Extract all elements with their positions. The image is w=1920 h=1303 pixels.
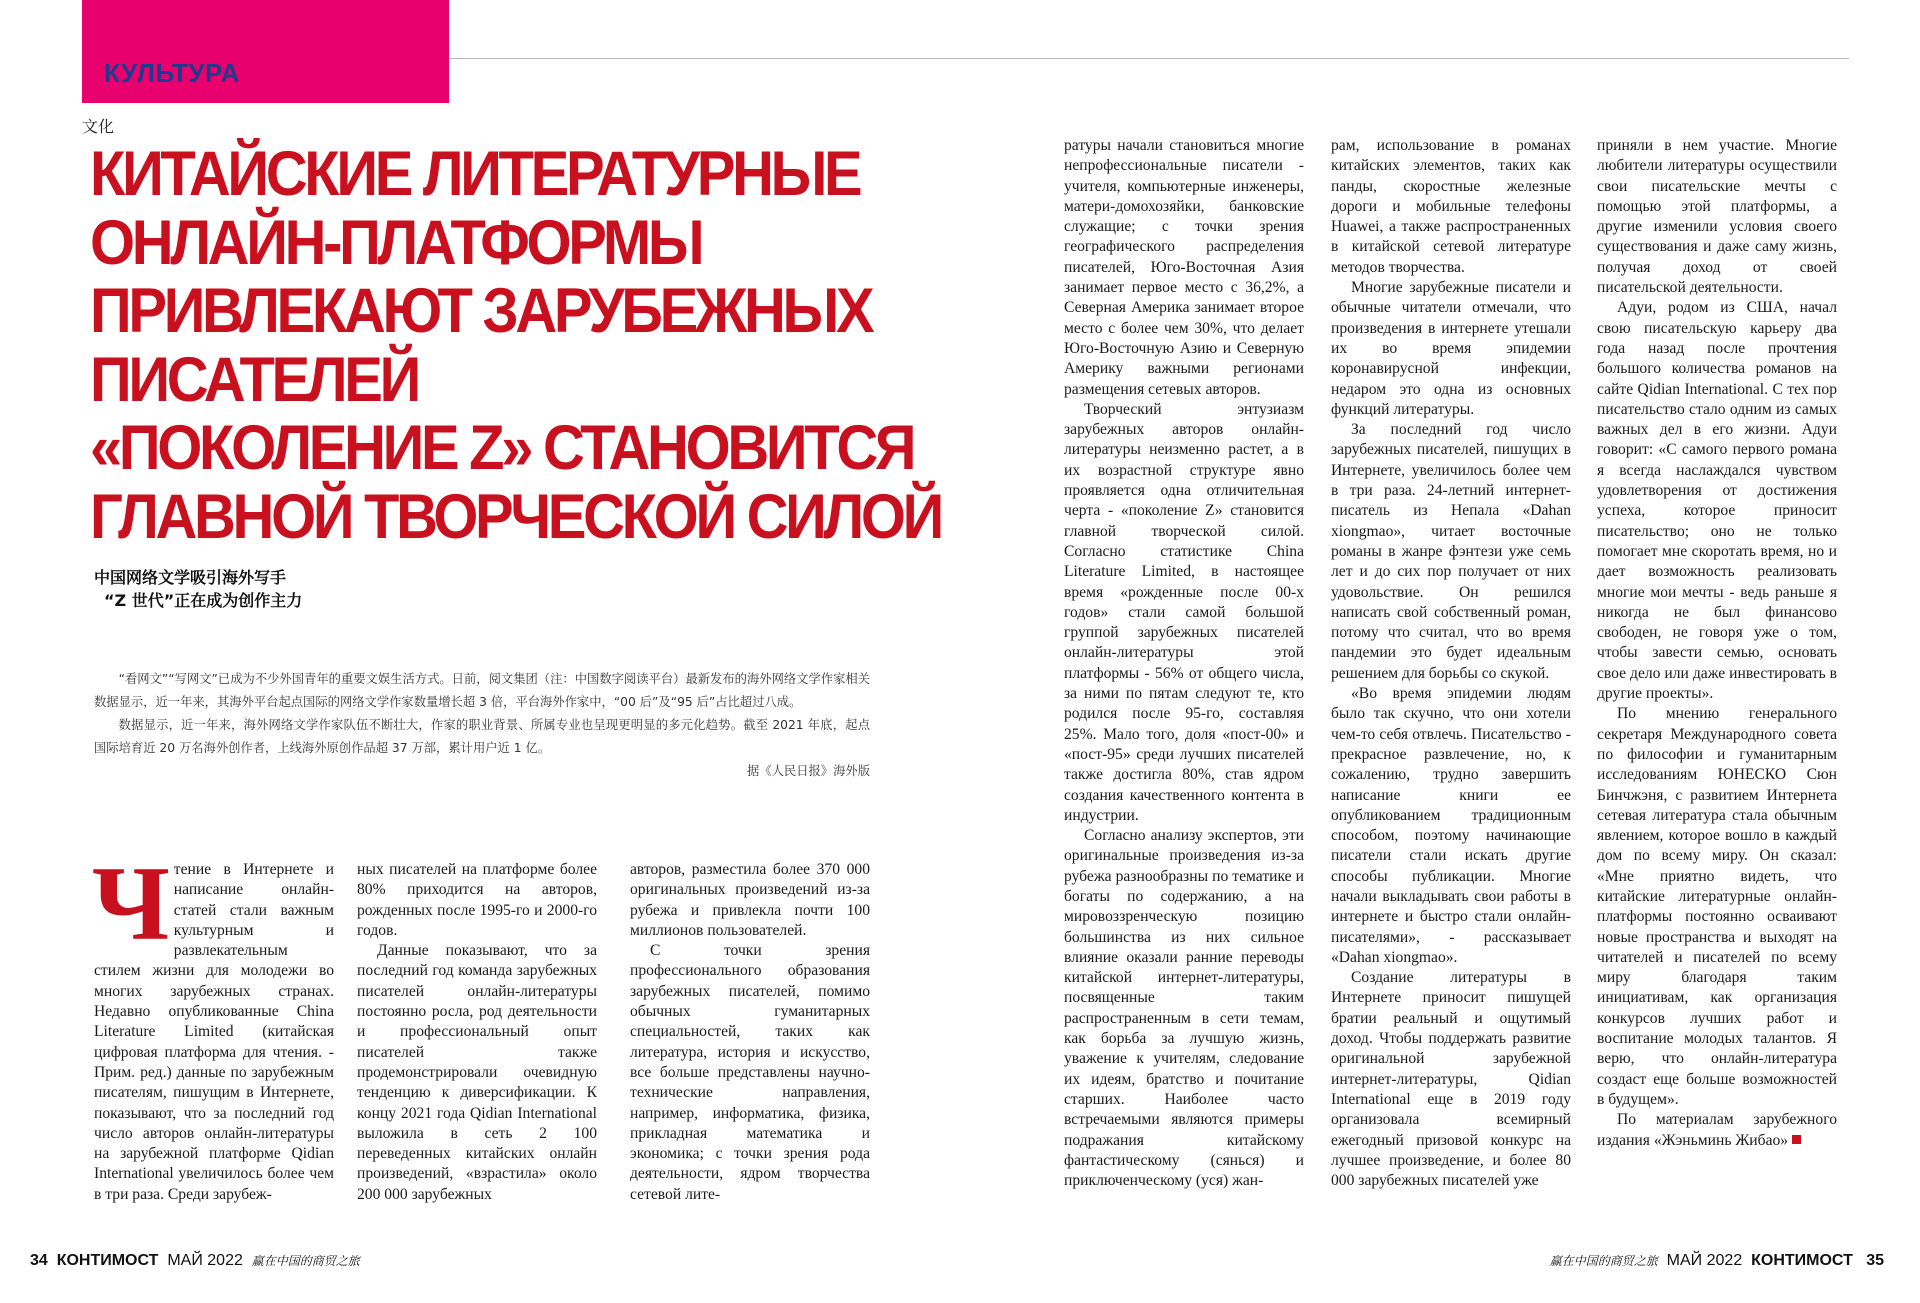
article-headline <box>90 139 941 552</box>
article-column-6 <box>1597 136 1837 1151</box>
issue-date: МАЙ 2022 <box>167 1252 243 1269</box>
article-paragraph: Адуи, родом из США, начал свою писательскую карьеру два года назад после прочтения большого количества романов на сайте Qidian International. С тех пор писательство стало одним из самых важных дел в его жизни. Адуи говорит: «С самого первого романа я всегда наслаждался чувством удовлетворения от достижения успеха, которое приносит писательство; оно не только помогает мне скоротать время, но и дает возможность реализовать многие мои мечты - ведь раньше я никогда не был финансово свободен, не говоря уже о том, чтобы завести семью, основать свое дело или даже инвестировать в другие проекты». <box>1597 299 1837 703</box>
article-column-2 <box>357 860 597 1205</box>
magazine-name: КОНТИМОСТ <box>56 1252 159 1269</box>
dropcap: Ч <box>92 845 170 962</box>
article-attribution: По материалам зарубежного издания «Жэньминь Жибао» <box>1597 1111 1837 1149</box>
page-number: 34 <box>30 1252 48 1269</box>
header-rule <box>449 58 1849 59</box>
magazine-tagline: 赢在中国的商贸之旅 <box>251 1254 360 1268</box>
subheadline-cn-line2: “Z 世代”正在成为创作主力 <box>104 591 303 610</box>
intro-cn-source: 据《人民日报》海外版 <box>747 764 870 778</box>
section-banner <box>82 0 449 103</box>
headline-line: ОНЛАЙН-ПЛАТФОРМЫ <box>90 207 702 278</box>
article-column-1 <box>92 845 334 1205</box>
subheadline-cn-line1: 中国网络文学吸引海外写手 <box>94 568 287 587</box>
page-number: 35 <box>1866 1252 1884 1269</box>
article-column-3 <box>630 860 870 1205</box>
article-paragraph: С точки зрения профессионального образования зарубежных писателей, помимо обычных гуманитарных специальностей, таких как литература, история и искусство, все больше представлены научно-технические направления, например, информатика, физика, прикладная математика и экономика; с точки зрения рода деятельности, ядром творчества сетевой лите- <box>630 942 870 1203</box>
article-paragraph: Согласно анализу экспертов, эти оригинальные произведения из-за рубежа разнообразны по тематике и богаты по содержанию, а на мировоззренческую позицию большинства из них сильное влияние оказали ранние переводы китайской интернет-литературы, посвященные таким распространенным в сети темам, как борьба за лучшую жизнь, уважение к учителям, следование их идеям, братство и почитание старших. Наиболее часто встречаемыми являются примеры подражания китайскому фантастическому (сянься) и приключенческому (уся) жан- <box>1064 827 1304 1190</box>
article-paragraph: Многие зарубежные писатели и обычные читатели отмечали, что произведения в интернете утешали их во время эпидемии коронавирусной инфекции, недаром это одна из основных функций литературы. <box>1331 279 1571 418</box>
headline-line: ПРИВЛЕКАЮТ ЗАРУБЕЖНЫХ <box>90 276 872 346</box>
subheadline-cn <box>94 566 302 612</box>
magazine-tagline: 赢在中国的商贸之旅 <box>1549 1254 1658 1268</box>
footer-right <box>1550 1252 1884 1270</box>
intro-cn-paragraph: “看网文”“写网文”已成为不少外国青年的重要文娱生活方式。日前，阅文集团（注：中国数字阅读平台）最新发布的海外网络文学作家相关数据显示，近一年来，其海外平台起点国际的网络文学作家数量增长超 3 倍，平台海外作家中，“00 后”及“95 后”占比超过八成。 <box>94 672 870 709</box>
article-paragraph: приняли в нем участие. Многие любители литературы осуществили свои писательские мечты с помощью этой платформы, а другие изменили условия своего существования и даже саму жизнь, получая доход от своей писательской деятельности. <box>1597 137 1837 297</box>
article-paragraph: рам, использование в романах китайских элементов, таких как панды, скоростные железные дороги и мобильные телефоны Huawei, а также распространенных в китайской сетевой литературе методов творчества. <box>1331 137 1571 276</box>
intro-cn-paragraph: 数据显示，近一年来，海外网络文学作家队伍不断壮大，作家的职业背景、所属专业也呈现更明显的多元化趋势。截至 2021 年底，起点国际培育近 20 万名海外创作者，上线海外原创作品超 37 万部，累计用户近 1 亿。 <box>94 718 870 755</box>
article-paragraph: ных писателей на платформе более 80% приходится на авторов, рожденных после 1995-го и 2000-го годов. <box>357 861 597 939</box>
article-paragraph: За последний год число зарубежных писателей, пишущих в Интернете, увеличилось более чем в три раза. 24-летний интернет-писатель из Непала «Dahan xiongmao», читает восточные романы в жанре фэнтези уже семь лет и до сих пор получает от них удовольствие. Он решился написать свой собственный роман, потому что считал, что во время пандемии это будет идеальным решением для борьбы со скукой. <box>1331 421 1571 682</box>
article-column-5 <box>1331 136 1571 1191</box>
article-paragraph: Данные показывают, что за последний год команда зарубежных писателей онлайн-литературы постоянно росла, род деятельности и профессиональный опыт писателей также продемонстрировали очевидную тенденцию к диверсификации. К концу 2021 года Qidian International выложила в сеть 2 100 переведенных китайских онлайн произведений, «взрастила» около 200 000 зарубежных <box>357 942 597 1203</box>
headline-line: «ПОКОЛЕНИЕ Z» СТАНОВИТСЯ <box>90 413 914 483</box>
headline-line: КИТАЙСКИЕ ЛИТЕРАТУРНЫЕ <box>90 139 860 209</box>
end-mark-icon <box>1792 1135 1801 1144</box>
article-paragraph: авторов, разместила более 370 000 оригинальных произведений из-за рубежа и привлекла почти 100 миллионов пользователей. <box>630 861 870 939</box>
article-paragraph: «Во время эпидемии людям было так скучно, что они хотели чем-то себя отвлечь. Писательство - прекрасное развлечение, но, к сожалению, трудно завершить написание книги ее опубликованием традиционным способом, поэтому начинающие писатели стали искать другие способы публикации. Многие начали выкладывать свои работы в интернете и быстро стали онлайн-писателями», - рассказывает «Dahan xiongmao». <box>1331 685 1571 966</box>
article-paragraph: Чтение в Интернете и написание онлайн-статей стали важным культурным и развлекательным стилем жизни для молодежи во многих зарубежных странах. Недавно опубликованные China Literature Limited (китайская цифровая платформа для чтения. - Прим. ред.) данные по зарубежным писателям, пишущим в Интернете, показывают, что за последний год число авторов онлайн-литературы на зарубежной платформе Qidian International увеличилось более чем в три раза. Среди зарубеж- <box>92 845 334 1203</box>
article-paragraph: По мнению генерального секретаря Международного совета по философии и гуманитарным исследованиям ЮНЕСКО Сюн Бинчжэня, с развитием Интернета сетевая литература стала обычным явлением, которое вошло в каждый дом по всему миру. Он сказал: «Мне приятно видеть, что китайские литературные онлайн-платформы постоянно осваивают новые пространства и выходят на читателей и писателей по всему миру благодаря таким инициативам, как организация конкурсов лучших работ и воспитание молодых талантов. Я верю, что онлайн-литература создаст еще больше возможностей в будущем». <box>1597 705 1837 1108</box>
issue-date: МАЙ 2022 <box>1666 1252 1743 1269</box>
magazine-name: КОНТИМОСТ <box>1751 1252 1853 1269</box>
article-column-4 <box>1064 136 1304 1191</box>
section-label-cn: 文化 <box>82 117 115 136</box>
section-label: КУЛЬТУРА <box>104 58 240 88</box>
article-paragraph: Создание литературы в Интернете приносит пишущей братии реальный и ощутимый доход. Чтобы поддержать развитие оригинальной зарубежной интернет-литературы, Qidian International еще в 2019 году организовала всемирный ежегодный призовой конкурс на лучшее произведение, и более 80 000 зарубежных писателей уже <box>1331 969 1571 1190</box>
headline-line: ГЛАВНОЙ ТВОРЧЕСКОЙ СИЛОЙ <box>90 481 941 552</box>
right-page <box>960 0 1920 1303</box>
headline-line: ПИСАТЕЛЕЙ <box>90 344 418 415</box>
article-paragraph: Творческий энтузиазм зарубежных авторов онлайн-литературы неизменно растет, а в их возрастной структуре явно проявляется одна отличительная черта - «поколение Z» становится главной творческой силой. Согласно статистике China Literature Limited, в настоящее время «рожденные после 00-х годов» стали самой большой группой зарубежных писателей онлайн-литературы этой платформы - 56% от общего числа, за ними по пятам следуют те, кто родился после 95-го, составляя 25%. Мало того, доля «пост-00» и «пост-95» среди лучших писателей также достигла 80%, став ядром создания качественного контента в индустрии. <box>1064 400 1304 824</box>
article-paragraph: ратуры начали становиться многие непрофессиональные писатели - учителя, компьютерные инженеры, матери-домохозяйки, банковские служащие; с точки зрения географического распределения писателей, Юго-Восточная Азия занимает первое место с 36,2%, а Северная Америка занимает второе место с более чем 30%, что делает Юго-Восточную Азию и Северную Америку важными регионами размещения сетевых авторов. <box>1064 137 1304 398</box>
intro-cn <box>94 668 870 783</box>
footer-left <box>30 1252 360 1270</box>
